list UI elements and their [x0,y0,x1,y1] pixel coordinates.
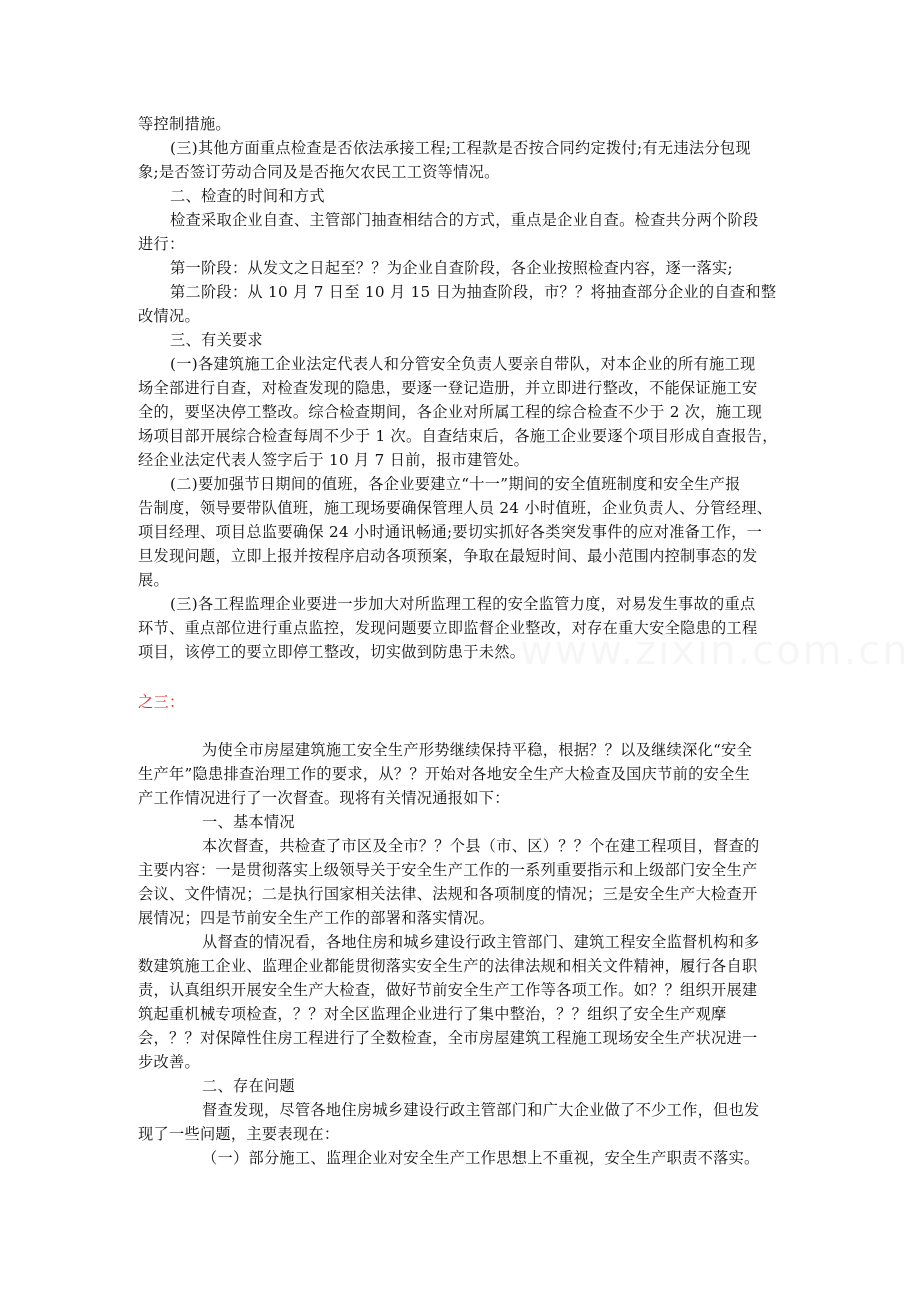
section3-line-1: 为使全市房屋建筑施工安全生产形势继续保持平稳，根据？？以及继续深化“安全 [202,741,753,759]
section2-line-9: 改情况。 [138,307,200,325]
section3-line-7: 会议、文件情况；二是执行国家相关法律、法规和各项制度的情况；三是安全生产大检查开 [138,885,758,903]
section2-line-15: 经企业法定代表人签字后于 10 月 7 日前，报市建管处。 [138,451,530,469]
section3-line-16: 督查发现，尽管各地住房城乡建设行政主管部门和广大企业做了不少工作，但也发 [202,1101,760,1119]
section2-line-21: (三)各工程监理企业要进一步加大对所监理工程的安全监管力度，对易发生事故的重点 [170,595,756,613]
section2-line-7: 第一阶段：从发文之日起至？？为企业自查阶段，各企业按照检查内容，逐一落实; [170,259,733,277]
section3-line-5: 本次督查，共检查了市区及全市？？个县（市、区）？？个在建工程项目，督查的 [202,837,760,855]
section3-line-2: 生产年”隐患排查治理工作的要求，从？？开始对各地安全生产大检查及国庆节前的安全生 [138,765,751,783]
section3-heading-problems: 二、存在问题 [202,1077,295,1095]
section2-line-1: 等控制措施。 [138,115,231,133]
section2-line-11: (一)各建筑施工企业法定代表人和分管安全负责人要亲自带队，对本企业的所有施工现 [170,355,756,373]
section3-heading: 之三： [138,693,185,711]
section3-line-13: 会，？？对保障性住房工程进行了全数检查，全市房屋建筑工程施工现场安全生产状况进一 [138,1029,758,1047]
section2-line-12: 场全部进行自查，对检查发现的隐患，要逐一登记造册，并立即进行整改，不能保证施工安 [138,379,758,397]
section2-line-22: 环节、重点部位进行重点监控，发现问题要立即监督企业整改，对存在重大安全隐患的工程 [138,619,758,637]
section2-line-8: 第二阶段：从 10 月 7 日至 10 月 15 日为抽查阶段，市？？将抽查部分企业的自查和整 [170,283,777,301]
section3-line-10: 数建筑施工企业、监理企业都能贯彻落实安全生产的法律法规和相关文件精神，履行各自职 [138,957,758,975]
section2-line-16: (二)要加强节日期间的值班，各企业要建立“十一”期间的安全值班制度和安全生产报 [170,475,741,493]
section3-line-14: 步改善。 [138,1053,200,1071]
watermark [520,628,910,674]
section2-line-13: 全的，要坚决停工整改。综合检查期间，各企业对所属工程的综合检查不少于 2 次，施工现 [138,403,763,421]
section3-line-12: 筑起重机械专项检查，？？对全区监理企业进行了集中整治，？？组织了安全生产观摩 [138,1005,727,1023]
section2-line-20: 展。 [138,571,169,589]
section2-heading-requirements: 三、有关要求 [170,331,263,349]
section2-line-3: 象;是否签订劳动合同及是否拖欠农民工工资等情况。 [138,163,500,181]
section3-line-18: （一）部分施工、监理企业对安全生产工作思想上不重视，安全生产职责不落实。 [202,1149,760,1167]
section2-line-2: (三)其他方面重点检查是否依法承接工程;工程款是否按合同约定拨付;有无违法分包现 [170,139,751,157]
section3-line-3: 产工作情况进行了一次督查。现将有关情况通报如下： [138,789,510,807]
section2-heading-time-method: 二、检查的时间和方式 [170,187,325,205]
section2-line-14: 场项目部开展综合检查每周不少于 1 次。自查结束后，各施工企业要逐个项目形成自查报告， [138,427,778,445]
section3-line-6: 主要内容：一是贯彻落实上级领导关于安全生产工作的一系列重要指示和上级部门安全生产 [138,861,758,879]
section2-line-19: 旦发现问题，立即上报并按程序启动各项预案，争取在最短时间、最小范围内控制事态的发 [138,547,758,565]
section3-line-17: 现了一些问题，主要表现在： [138,1125,340,1143]
section2-line-17: 告制度，领导要带队值班，施工现场要确保管理人员 24 小时值班，企业负责人、分管经理、 [138,499,773,517]
section2-line-5: 检查采取企业自查、主管部门抽查相结合的方式，重点是企业自查。检查共分两个阶段 [170,211,759,229]
section3-heading-basic: 一、基本情况 [202,813,295,831]
section2-line-23: 项目，该停工的要立即停工整改，切实做到防患于未然。 [138,643,526,661]
section2-line-6: 进行： [138,235,185,253]
section3-line-8: 展情况；四是节前安全生产工作的部署和落实情况。 [138,909,495,927]
section3-line-9: 从督查的情况看，各地住房和城乡建设行政主管部门、建筑工程安全监督机构和多 [202,933,760,951]
section3-line-11: 责，认真组织开展安全生产大检查，做好节前安全生产工作等各项工作。如？？组织开展建 [138,981,758,999]
section2-line-18: 项目经理、项目总监要确保 24 小时通讯畅通;要切实抓好各类突发事件的应对准备工作，一 [138,523,763,541]
